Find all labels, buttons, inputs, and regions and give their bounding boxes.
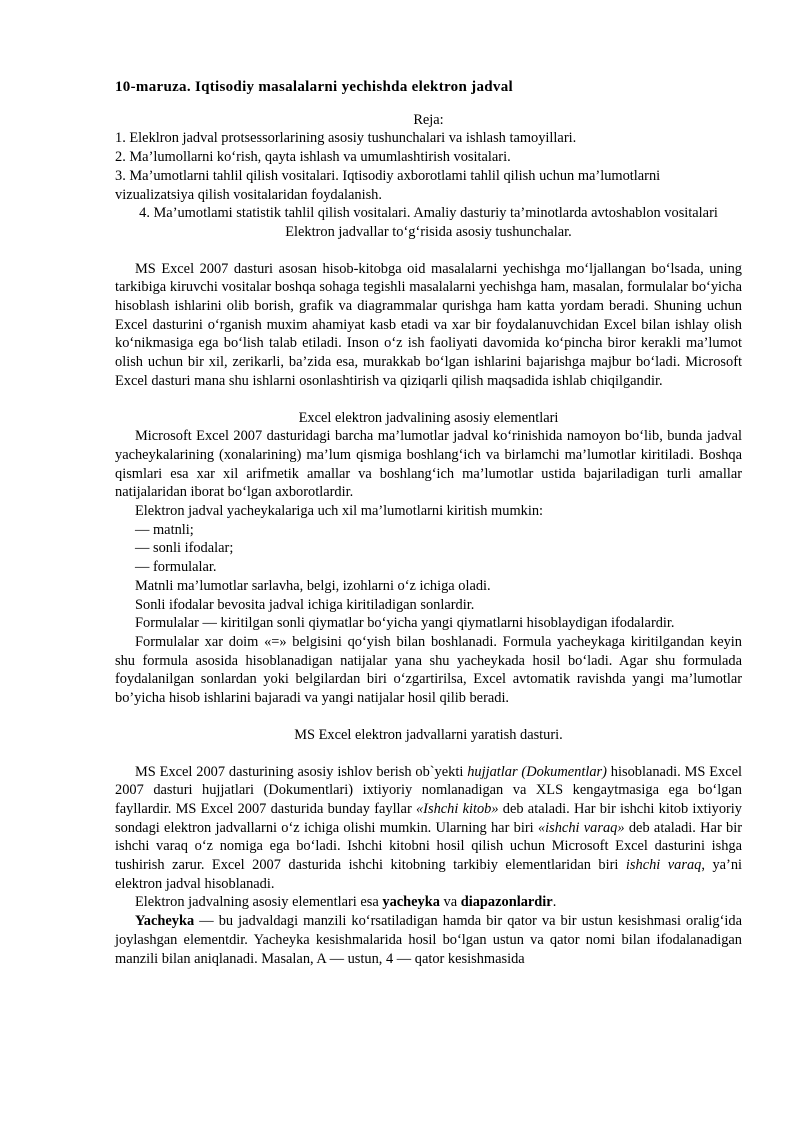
list-item-numbers: — sonli ifodalar; [135, 540, 234, 557]
plan-item-2: 2. Ma’lumollarni ko‘rish, qayta ishlash va umumlashtirish vositalari. [115, 149, 511, 166]
paragraph-formula-start: Formulalar xar doim «=» belgisini qo‘yish bilan boshlanadi. Formula yacheykaga kiritilgandan keyin shu formula asosida hisoblanadigan natijalar yana shu yacheykada hosil bo‘ladi. Agar shu formulada foydalanilgan sonlardan yoki belgilardan biri o‘zgartirilsa, Excel avtomatik ravishda yangi ma’lumotlar bo’yicha hisob ishlarini bajaradi va yangi natijalar hosil qilib beradi. [115, 633, 742, 707]
paragraph-main-elements: Elektron jadvalning asosiy elementlari esa yacheyka va diapazonlardir. [135, 894, 557, 911]
section-heading-concepts: Elektron jadvallar to‘g‘risida asosiy tushunchalar. [285, 223, 572, 240]
document-page [115, 74, 742, 968]
plan-item-4: 4. Ma’umotlami statistik tahlil qilish vositalari. Amaliy dasturiy ta’minotlarda avtoshablon vositalari [139, 205, 718, 222]
list-item-text: — matnli; [135, 521, 194, 538]
plan-heading: Reja: [413, 111, 444, 128]
paragraph-text-data: Matnli ma’lumotlar sarlavha, belgi, izohlarni o‘z ichiga oladi. [135, 577, 491, 594]
spacer [115, 745, 742, 763]
paragraph-documents: MS Excel 2007 dasturining asosiy ishlov berish ob`yekti hujjatlar (Dokumentlar) hisoblanadi. MS Excel 2007 dasturi hujjatlari (Dokumentlari) ixtiyoriy nomlanadigan va XLS kengaytmasiga ega bo‘lgan fayllardir. MS Excel 2007 dasturida bunday fayllar «Ishchi kitob» deb ataladi. Har bir ishchi kitob ixtiyoriy sondagi elektron jadvallarni o‘z ichiga olishi mumkin. Ularning har biri «ishchi varaq» deb ataladi. Har bir ishchi varaq o‘z nomiga ega bo‘ladi. Ishchi kitobni hosil qilish uchun Microsoft Excel dasturini ishga tushirish zarur. Excel 2007 dasturida ishchi kitobning tarkibiy elementlaridan biri ishchi varaq, ya’ni elektron jadval hisoblanadi. [115, 763, 743, 892]
paragraph-numeric-data: Sonli ifodalar bevosita jadval ichiga kiritiladigan sonlardir. [135, 596, 475, 613]
plan-item-1: 1. Eleklron jadval protsessorlarining asosiy tushunchalari va ishlash tamoyillari. [115, 130, 577, 147]
paragraph-intro: MS Excel 2007 dasturi asosan hisob-kitobga oid masalalarni yechishga mo‘ljallangan bo‘lsada, uning tarkibiga kiruvchi vositalar boshqa sohaga tegishli masalalarni yechishga ham, masalan, formulalar bo‘yicha hisoblash ishlarini olib borish, grafik va diagrammalar qurishga ham katta yordam beradi. Shuning uchun Excel dasturini o‘rganish muxim ahamiyat kasb etadi va xar bir foydalanuvchidan Excel bilan ishlay olish ko‘nikmasiga ega bo‘lish talab etiladi. Inson o‘z ish faoliyati davomida ko‘pincha biror kerakli ma’lumot olish uchun bir xil, zerikarli, ba’zida esa, murakkab bo‘lgan ishlarini bajarishga majbur bo‘ladi. Microsoft Excel dasturi mana shu ishlarni osonlashtirish va qiziqarli qilish maqsadida ishlab chiqilgandir. [115, 260, 742, 389]
section-heading-elements: Excel elektron jadvalining asosiy elementlari [298, 409, 559, 426]
paragraph-types: Elektron jadval yacheykalariga uch xil ma’lumotlarni kiritish mumkin: [135, 503, 544, 520]
section-heading-program: MS Excel elektron jadvallarni yaratish dasturi. [294, 726, 563, 743]
spacer [115, 708, 742, 726]
lecture-title: 10-maruza. Iqtisodiy masalalarni yechishda elektron jadval [115, 79, 513, 95]
paragraph-cell: Yacheyka — bu jadvaldagi manzili ko‘rsatiladigan hamda bir qator va bir ustun kesishmasi oralig‘ida joylashgan elementdir. Yacheyka kesishmalarida hosil bo‘lgan ustun va qator nomi bilan ifodalanadigan manzili bilan aniqlanadi. Masalan, A — ustun, 4 — qator kesishmasida [115, 913, 742, 967]
plan-item-3: 3. Ma’umotlarni tahlil qilish vositalari. Iqtisodiy axborotlami tahlil qilish uchun ma’lumotlarni vizualizatsiya qilish vositalaridan foydalanish. [115, 167, 661, 203]
paragraph-data: Microsoft Excel 2007 dasturidagi barcha ma’lumotlar jadval ko‘rinishida namoyon bo‘lib, bunda jadval yacheykalarining (xonalarining) ma’lum qismiga boshlang‘ich va birlamchi ma’lumotlar kiritiladi. Boshqa qismlari esa xar xil arifmetik amallar va boshlang‘ich ma’lumotlar ustida bajariladigan turli amallar natijalaridan iborat bo‘lgan axborotlardir. [115, 428, 742, 501]
spacer [115, 242, 742, 260]
list-item-formulas: — formulalar. [135, 559, 217, 576]
spacer [115, 391, 742, 409]
paragraph-formulas: Formulalar — kiritilgan sonli qiymatlar bo‘yicha yangi qiymatlarni hisoblaydigan ifodalardir. [135, 615, 675, 632]
